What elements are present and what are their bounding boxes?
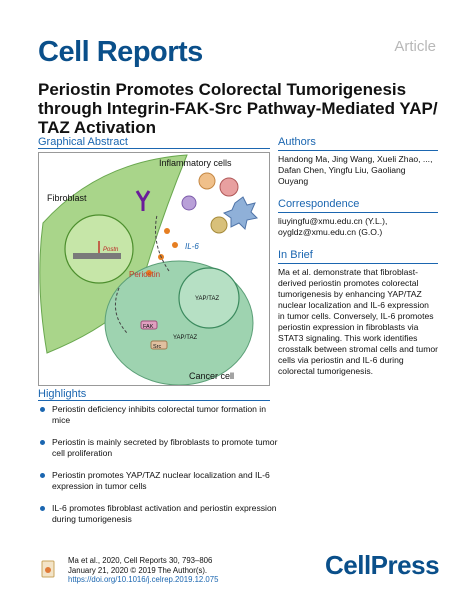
inflammatory-cell-icon (199, 173, 215, 189)
correspondence-emails[interactable]: liuyingfu@xmu.edu.cn (Y.L.), oygldz@xmu.edu.cn (G.O.) (278, 216, 388, 237)
bullet-icon (40, 473, 45, 478)
inflammatory-cells-label: Inflammatory cells (159, 158, 232, 168)
periostin-label: Periostin (129, 270, 161, 279)
il6-dot (172, 242, 178, 248)
bullet-icon (40, 440, 45, 445)
yaptaz-cytoplasm-label: YAP/TAZ (173, 335, 198, 341)
fibroblast-label: Fibroblast (47, 193, 87, 203)
open-access-icon (40, 557, 56, 579)
cellpress-logo: CellPress (325, 550, 440, 580)
citation-line: Ma et al., 2020, Cell Reports 30, 793–806 (68, 556, 213, 565)
highlight-item: Periostin promotes YAP/TAZ nuclear localization and IL-6 expression in tumor cells (38, 470, 278, 492)
cancer-cell-label: Cancer cell (189, 371, 235, 381)
inflammatory-cell-icon (211, 217, 227, 233)
il6-label: IL-6 (185, 242, 199, 251)
right-column (278, 136, 438, 388)
inflammatory-cell-icon (220, 178, 238, 196)
in-brief-text: Ma et al. demonstrate that fibroblast-derived periostin promotes colorectal tumorigenesis by enhancing YAP/TAZ nuclear localization and IL-6 expression in tumor cells. Conversely, IL-6 promotes periostin expression in fibroblasts via STAT3 signaling. This work identifies crosstalk between stromal cells and tumor cells via periostin and IL-6 during colorectal tumorigenesis. (278, 267, 439, 376)
bullet-icon (40, 506, 45, 511)
highlight-item: Periostin deficiency inhibits colorectal tumor formation in mice (38, 404, 278, 426)
yaptaz-nuclear-label: YAP/TAZ (195, 296, 220, 302)
article-type-tag: Article (394, 38, 436, 55)
bullet-icon (40, 407, 45, 412)
graphical-abstract-svg (39, 153, 270, 386)
highlight-item: IL-6 promotes fibroblast activation and periostin expression during tumorigenesis (38, 503, 278, 525)
date-copyright-line: January 21, 2020 © 2019 The Author(s). (68, 565, 208, 575)
section-divider (38, 400, 270, 401)
postn-gene-label: Postn (103, 247, 119, 253)
doi-link[interactable]: https://doi.org/10.1016/j.celrep.2019.12.075 (68, 575, 219, 584)
graphical-abstract-heading: Graphical Abstract (38, 136, 128, 148)
section-divider (38, 148, 270, 149)
journal-logo: Cell Reports (38, 36, 203, 68)
authors-list: Handong Ma, Jing Wang, Xueli Zhao, ..., Dafan Chen, Yingfu Liu, Gaoliang Ouyang (278, 154, 433, 186)
highlights-heading: Highlights (38, 388, 87, 400)
inflammatory-cell-icon (182, 196, 196, 210)
inflammatory-cell-icon (224, 197, 257, 229)
highlight-item: Periostin is mainly secreted by fibroblasts to promote tumor cell proliferation (38, 437, 278, 459)
il6-dot (164, 228, 170, 234)
correspondence-heading: Correspondence (278, 198, 438, 213)
src-label: Src (153, 344, 162, 350)
highlights-list (38, 404, 278, 536)
graphical-abstract-figure (38, 152, 270, 386)
article-title: Periostin Promotes Colorectal Tumorigenesis through Integrin-FAK-Src Pathway-Mediated YAP/ TAZ Activation (38, 80, 438, 137)
fak-label: FAK (143, 324, 154, 330)
in-brief-heading: In Brief (278, 249, 438, 264)
authors-heading: Authors (278, 136, 438, 151)
citation-footer (68, 556, 218, 585)
dna-strand (73, 253, 121, 259)
